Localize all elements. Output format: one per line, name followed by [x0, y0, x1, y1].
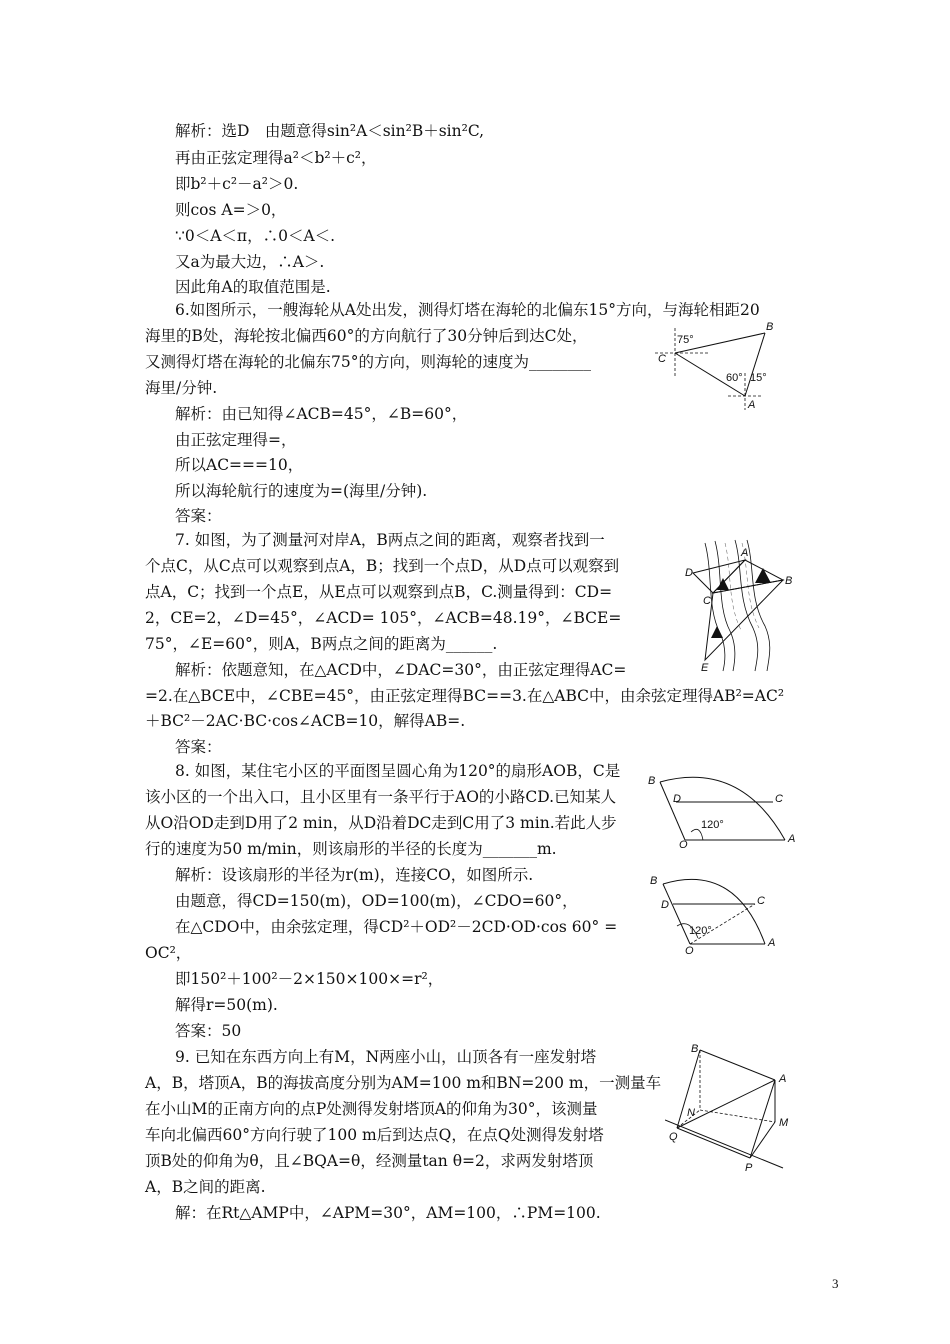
label-d: D [673, 793, 681, 805]
solution-line: 在△CDO中，由余弦定理，得CD²＋OD²－2CD·OD·cos 60° = [175, 918, 618, 936]
label-a: A [768, 937, 776, 949]
text-line: 则cos A=＞0， [175, 201, 287, 219]
problem-7-line: 75°，∠E=60°，则A，B两点之间的距离为______. [145, 635, 498, 653]
problem-9-line: 车向北偏西60°方向行驶了100 m后到达点Q，在点Q处测得发射塔 [145, 1126, 604, 1144]
towers-figure [665, 1040, 795, 1175]
problem-7-line: 点A，C；找到一个点E，从E点可以观察到点B，C.测量得到：CD= [145, 583, 613, 601]
label-o: O [679, 839, 688, 850]
problem-6-line: 6.如图所示，一艘海轮从A处出发，测得灯塔在海轮的北偏东15°方向，与海轮相距20 [175, 301, 760, 319]
problem-7-line: 个点C，从C点可以观察到点A，B；找到一个点D，从D点可以观察到 [145, 557, 620, 575]
label-b: B [785, 575, 793, 587]
label-a: A [741, 547, 749, 559]
solution-line: 解析：由已知得∠ACB=45°，∠B=60°， [175, 405, 468, 423]
problem-8-line: 行的速度为50 m/min，则该扇形的半径的长度为_______m. [145, 840, 557, 858]
text-line: 解析：选D 由题意得sin²A＜sin²B＋sin²C, [175, 122, 485, 140]
problem-9-line: 顶B处的仰角为θ，且∠BQA=θ，经测量tan θ=2，求两发射塔顶 [145, 1152, 594, 1170]
angle-label: 120° [701, 819, 724, 831]
problem-9-line: A，B之间的距离. [145, 1178, 266, 1196]
ship-navigation-figure [650, 318, 800, 413]
problem-7-line: 7. 如图，为了测量河对岸A，B两点之间的距离，观察者找到一 [175, 531, 605, 549]
label-e: E [701, 662, 709, 673]
label-n: N [687, 1107, 695, 1119]
label-d: D [685, 567, 693, 579]
solution-line: =2.在△BCE中，∠CBE=45°，由正弦定理得BC==3.在△ABC中，由余弦定理得AB²=AC² [145, 687, 785, 705]
text-line: 又a为最大边，∴A＞. [175, 253, 325, 271]
label-d: D [661, 899, 669, 911]
angle-label: 120° [689, 925, 712, 937]
problem-6-line: 又测得灯塔在海轮的北偏东75°的方向，则海轮的速度为________ [145, 353, 591, 371]
problem-6-line: 海里/分钟. [145, 379, 218, 397]
problem-9-line: A，B，塔顶A，B的海拔高度分别为AM=100 m和BN=200 m，一测量车 [145, 1074, 662, 1092]
solution-line: 解析：设该扇形的半径为r(m)，连接CO，如图所示. [175, 866, 534, 884]
answer-line: 答案： [175, 738, 222, 756]
problem-7-line: 2，CE=2，∠D=45°，∠ACD= 105°，∠ACB=48.19°，∠BCE= [145, 609, 622, 627]
angle-label: 75° [677, 334, 694, 346]
solution-line: 由正弦定理得=， [175, 431, 297, 449]
label-b: B [650, 875, 658, 887]
label-q: Q [669, 1131, 678, 1143]
label-m: M [779, 1117, 789, 1129]
solution-line: 所以海轮航行的速度为=(海里/分钟). [175, 482, 428, 500]
solution-line: 所以AC===10， [175, 456, 304, 474]
label-o: O [685, 945, 694, 957]
answer-line: 答案：50 [175, 1022, 242, 1040]
solution-line: OC²， [145, 944, 192, 962]
label-a: A [748, 399, 756, 411]
problem-6-line: 海里的B处，海轮按北偏西60°的方向航行了30分钟后到达C处， [145, 327, 588, 345]
label-a: A [788, 833, 796, 845]
label-b: B [691, 1043, 699, 1055]
river-measurement-figure [685, 538, 800, 673]
solution-line: 由题意，得CD=150(m)，OD=100(m)，∠CDO=60°， [175, 892, 578, 910]
solution-line: 解得r=50(m). [175, 996, 278, 1014]
label-c: C [703, 595, 711, 607]
solution-line: 解：在Rt△AMP中，∠APM=30°，AM=100，∴PM=100. [175, 1204, 601, 1222]
text-line: 即b²＋c²－a²＞0. [175, 175, 299, 193]
problem-9-line: 在小山M的正南方向的点P处测得发射塔顶A的仰角为30°，该测量 [145, 1100, 598, 1118]
problem-8-line: 从O沿OD走到D用了2 min，从D沿着DC走到C用了3 min.若此人步 [145, 814, 617, 832]
label-a: A [779, 1073, 787, 1085]
text-line: ∵0＜A＜π，∴0＜A＜. [175, 227, 336, 245]
label-c: C [775, 793, 783, 805]
label-b: B [648, 775, 656, 787]
solution-line: 解析：依题意知，在△ACD中，∠DAC=30°，由正弦定理得AC= [175, 661, 627, 679]
page-number: 3 [832, 1276, 839, 1291]
sector-figure [645, 762, 800, 850]
angle-label: 15° [750, 372, 767, 384]
label-b: B [766, 321, 774, 333]
label-c: C [658, 353, 666, 365]
angle-label: 60° [726, 372, 743, 384]
solution-line: 即150²＋100²－2×150×100×=r²， [175, 970, 444, 988]
problem-8-line: 该小区的一个出入口，且小区里有一条平行于AO的小路CD.已知某人 [145, 788, 617, 806]
problem-8-line: 8. 如图，某住宅小区的平面图呈圆心角为120°的扇形AOB，C是 [175, 762, 621, 780]
solution-line: ＋BC²－2AC·BC·cos∠ACB=10，解得AB=. [145, 712, 466, 730]
text-line: 再由正弦定理得a²＜b²＋c²， [175, 149, 377, 167]
sector-co-figure [645, 866, 785, 958]
label-p: P [745, 1162, 753, 1174]
label-c: C [757, 895, 765, 907]
text-line: 因此角A的取值范围是. [175, 278, 331, 296]
problem-9-line: 9. 已知在东西方向上有M，N两座小山，山顶各有一座发射塔 [175, 1048, 597, 1066]
answer-line: 答案： [175, 507, 222, 525]
